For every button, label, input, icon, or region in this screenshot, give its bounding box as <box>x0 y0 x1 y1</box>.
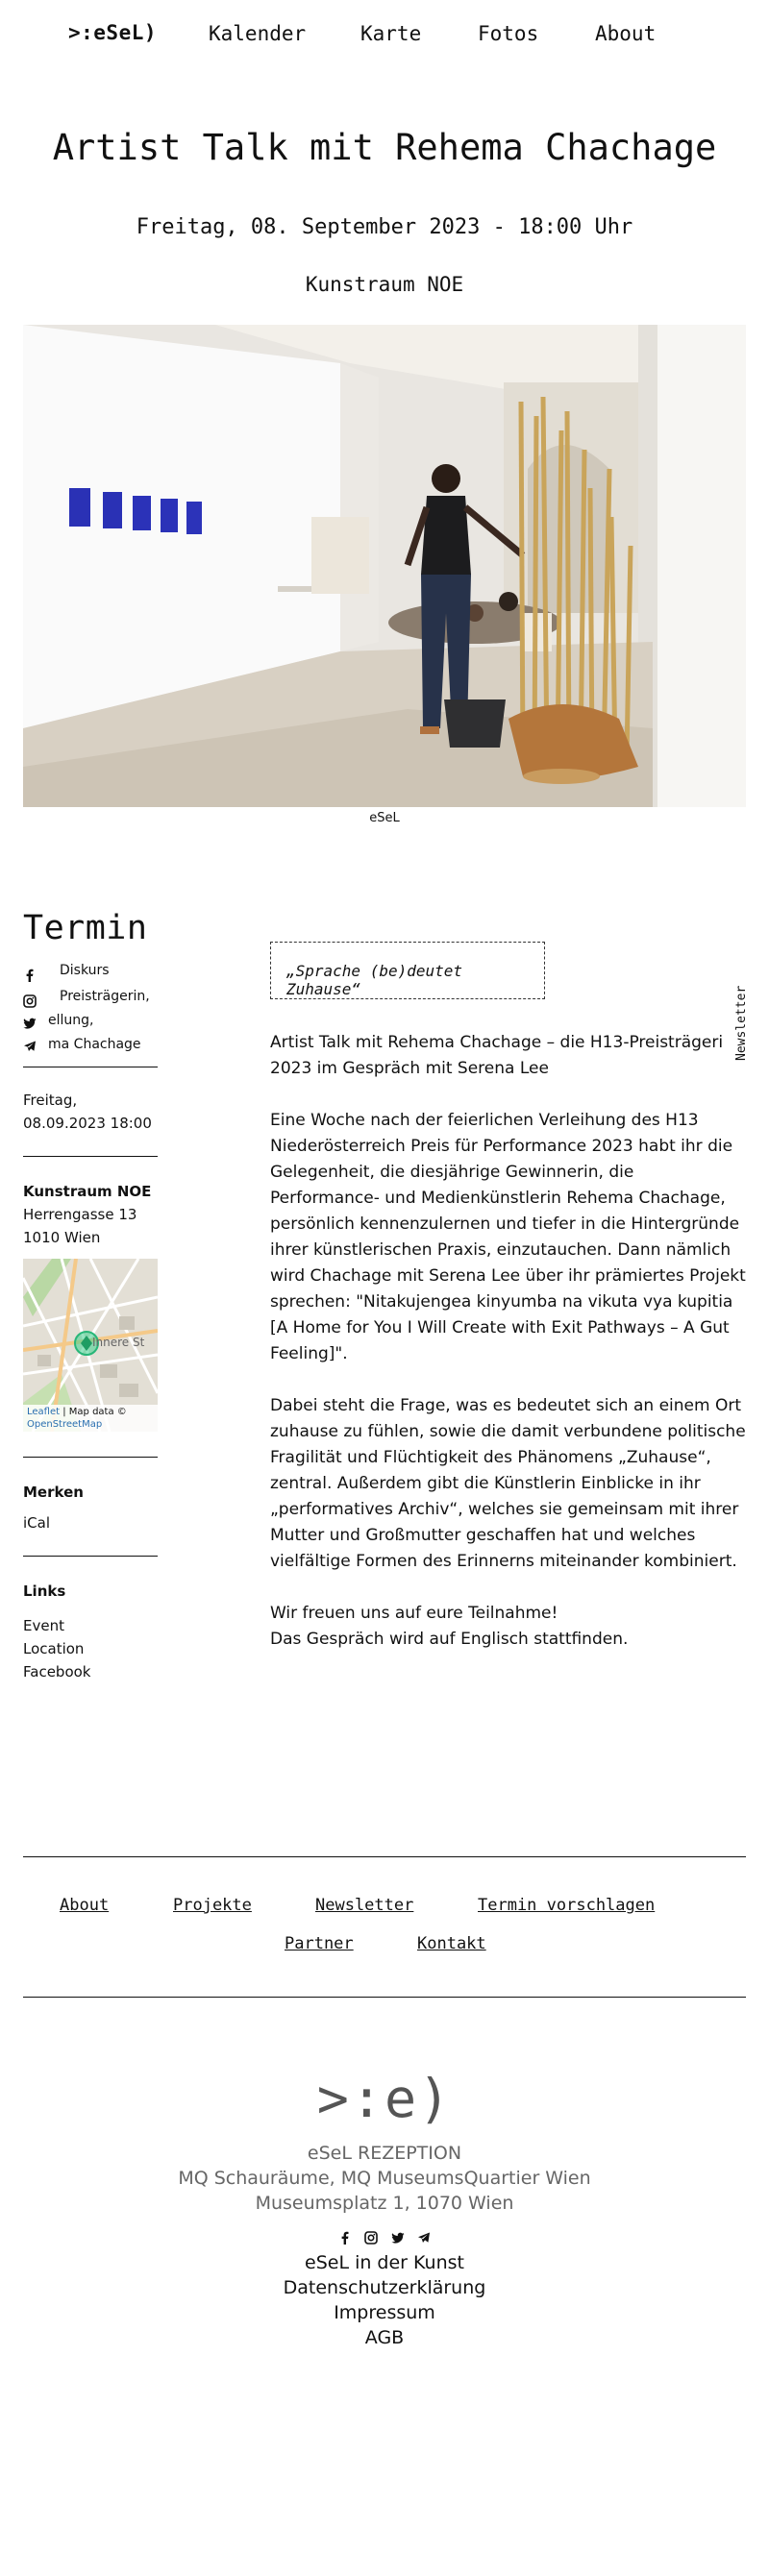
footer-legal-links <box>0 2250 769 2350</box>
divider <box>23 1156 158 1157</box>
site-logo[interactable]: >:eSeL) <box>68 21 158 44</box>
footer-address-line: MQ Schauräume, MQ MuseumsQuartier Wien <box>178 2168 591 2189</box>
instagram-icon <box>23 994 37 1008</box>
facebook-icon[interactable] <box>338 2231 352 2245</box>
share-row-telegram[interactable] <box>23 1033 158 1057</box>
footer-divider-bottom <box>23 1997 746 1998</box>
location-city: 1010 Wien <box>23 1229 101 1246</box>
ical-link[interactable]: iCal <box>23 1514 51 1532</box>
location-map[interactable] <box>23 1259 158 1432</box>
twitter-icon[interactable] <box>391 2231 405 2245</box>
event-quote: „Sprache (be)deutet Zuhause“ <box>270 942 545 999</box>
footer-link-newsletter[interactable]: Newsletter <box>315 1896 414 1915</box>
osm-link[interactable]: OpenStreetMap <box>27 1419 103 1430</box>
merken-block <box>23 1481 158 1534</box>
map-street-label: Innere St <box>92 1336 145 1349</box>
merken-heading: Merken <box>23 1484 84 1501</box>
links-heading: Links <box>23 1582 66 1600</box>
datetime-line: 08.09.2023 18:00 <box>23 1115 152 1132</box>
datetime-line: Freitag, <box>23 1092 78 1109</box>
location-link[interactable]: Location <box>23 1640 85 1657</box>
event-venue[interactable]: Kunstraum NOE <box>305 273 464 296</box>
location-block <box>23 1180 158 1249</box>
footer-link-partner[interactable]: Partner <box>285 1934 354 1953</box>
event-date: Freitag, 08. September 2023 - 18:00 Uhr <box>136 215 633 239</box>
share-text: Diskurs <box>60 963 110 978</box>
footer-address-line: Museumsplatz 1, 1070 Wien <box>255 2193 514 2214</box>
links-block <box>23 1580 158 1683</box>
share-row-instagram[interactable] <box>23 985 158 1009</box>
newsletter-tab-label: Newsletter <box>734 985 749 1061</box>
share-row-twitter[interactable] <box>23 1009 158 1033</box>
share-panel <box>23 955 158 1059</box>
map-attribution <box>23 1405 158 1432</box>
event-link[interactable]: Event <box>23 1617 64 1634</box>
footer-link-esel-in-der-kunst[interactable]: eSeL in der Kunst <box>305 2252 464 2273</box>
location-name[interactable]: Kunstraum NOE <box>23 1183 152 1200</box>
share-row-facebook[interactable] <box>23 959 158 983</box>
event-photo <box>23 325 746 807</box>
description-paragraph: Eine Woche nach der feierlichen Verleihung des H13 Niederösterreich Preis für Performance 2023 habt ihr die Gelegenheit, die diesjährige Gewinnerin, die Performance- und Medienkünstlerin Rehema Chachage, persönlich kennenzulernen und tiefer in die Hintergründe ihrer künstlerischen Praxis, einzutauchen. Dann nämlich wird Chachage mit Serena Lee über ihr prämiertes Projekt sprechen: "Nitakujengea kinyumba na vikuta vya kupitia [A Home for You I Will Create with Exit Pathways – A Gut Feeling]". <box>270 1111 746 1363</box>
twitter-icon <box>23 1017 37 1030</box>
closing-line: Wir freuen uns auf eure Teilnahme! <box>270 1604 558 1623</box>
footer-link-kontakt[interactable]: Kontakt <box>417 1934 486 1953</box>
sidebar-heading: Termin <box>23 909 148 947</box>
footer-address <box>0 2141 769 2216</box>
footer-link-datenschutz[interactable]: Datenschutzerklärung <box>283 2277 486 2298</box>
description-paragraph: Artist Talk mit Rehema Chachage – die H13-Preisträgeri 2023 im Gespräch mit Serena Lee <box>270 1033 724 1078</box>
leaflet-link[interactable]: Leaflet <box>27 1407 61 1417</box>
footer-divider-top <box>23 1856 746 1857</box>
divider <box>23 1457 158 1458</box>
telegram-icon <box>23 1040 37 1053</box>
share-text: Preisträgerin, <box>60 989 150 1004</box>
facebook-icon <box>23 969 37 982</box>
footer-link-about[interactable]: About <box>60 1896 110 1915</box>
event-sidebar <box>23 909 158 1683</box>
share-text: ma Chachage <box>48 1037 141 1052</box>
footer-social-icons <box>0 2227 769 2245</box>
photo-caption: eSeL <box>369 811 400 825</box>
instagram-icon[interactable] <box>364 2231 378 2245</box>
footer-link-termin-vorschlagen[interactable]: Termin vorschlagen <box>478 1896 656 1915</box>
footer-link-agb[interactable]: AGB <box>364 2327 405 2348</box>
description-paragraph: Dabei steht die Frage, was es bedeutet sich an einem Ort zuhause zu fühlen, sowie die damit verbundene politische Fragilität und Flüchtigkeit des Phänomens „Zuhause“, zentral. Außerdem gibt die Künstlerin Einblicke in ihr „performatives Archiv“, welches sie gemeinsam mit ihrer Mutter und Großmutter geschaffen hat und welches vielfältige Formen des Erinnerns miteinander kombiniert. <box>270 1396 746 1571</box>
telegram-icon[interactable] <box>417 2231 431 2245</box>
event-datetime <box>23 1089 158 1135</box>
footer-address-line: eSeL REZEPTION <box>307 2143 462 2164</box>
footer-logo[interactable]: >:e) <box>316 2068 453 2129</box>
location-street: Herrengasse 13 <box>23 1206 137 1223</box>
nav-fotos[interactable]: Fotos <box>478 22 539 45</box>
footer-link-projekte[interactable]: Projekte <box>173 1896 252 1915</box>
attribution-text: | Map data © <box>60 1407 127 1417</box>
divider <box>23 1556 158 1557</box>
nav-about[interactable]: About <box>595 22 657 45</box>
share-text: ellung, <box>48 1013 94 1028</box>
footer-link-impressum[interactable]: Impressum <box>334 2302 435 2323</box>
nav-kalender[interactable]: Kalender <box>209 22 307 45</box>
nav-karte[interactable]: Karte <box>360 22 422 45</box>
top-navigation <box>0 21 769 50</box>
event-title: Artist Talk mit Rehema Chachage <box>52 127 717 168</box>
closing-line: Das Gespräch wird auf Englisch stattfinden. <box>270 1630 629 1649</box>
facebook-link[interactable]: Facebook <box>23 1663 91 1681</box>
closing-paragraph <box>270 1601 747 1653</box>
event-description <box>270 1030 747 1679</box>
